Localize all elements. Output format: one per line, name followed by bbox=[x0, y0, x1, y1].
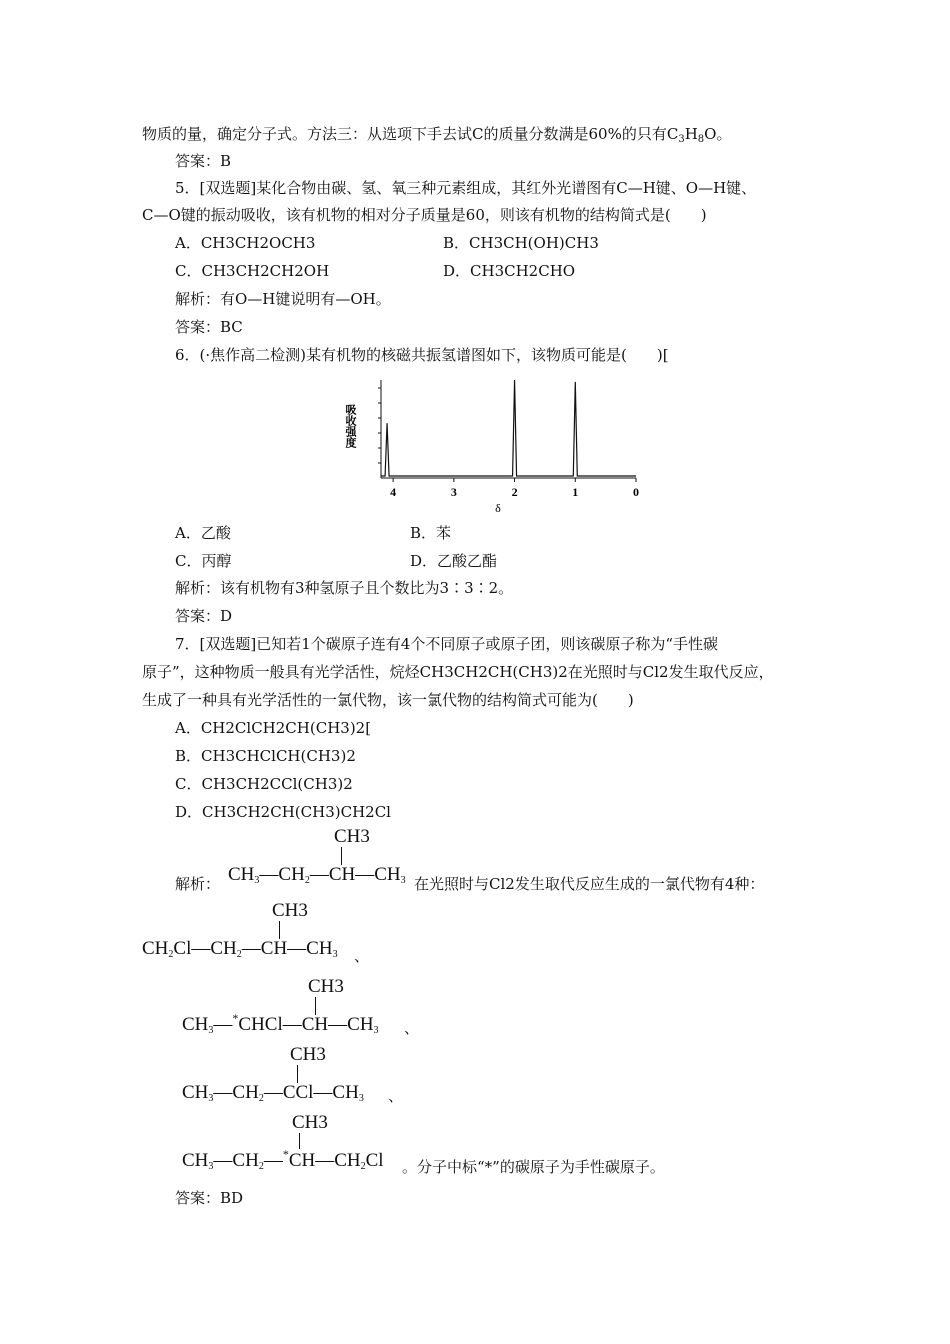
explanation-5: 解析：有O—H键说明有—OH。 bbox=[175, 290, 391, 308]
structure-2-bond bbox=[315, 997, 316, 1015]
question-6: 6．(·焦作高二检测)某有机物的核磁共振氢谱图如下，该物质可能是( )[ bbox=[175, 346, 669, 364]
structure-3-main: $CH_3—CH_2—CCl—CH_3$ bbox=[182, 1082, 364, 1104]
structure-4-branch: CH3 bbox=[292, 1112, 328, 1133]
question-5-line2: C—O键的振动吸收，该有机物的相对分子质量是60，则该有机物的结构简式是( ) bbox=[142, 206, 707, 224]
answer-4: 答案：B bbox=[175, 152, 232, 170]
explanation-7-prefix: 解析： bbox=[175, 875, 221, 893]
separator-3: 、 bbox=[388, 1087, 404, 1105]
x-tick-label: 0 bbox=[633, 485, 639, 499]
separator-1: 、 bbox=[354, 947, 370, 965]
structure-2-branch: CH3 bbox=[308, 976, 344, 997]
option-5d: D．CH3CH2CHO bbox=[443, 262, 576, 280]
explanation-7-end: 。分子中标“*”的碳原子为手性碳原子。 bbox=[402, 1158, 665, 1176]
chart-ylabel: 吸收强度 bbox=[344, 404, 356, 448]
option-7c: C．CH3CH2CCl(CH3)2 bbox=[175, 775, 353, 793]
question-7-line1: 7．[双选题]已知若1个碳原子连有4个不同原子或原子团，则该碳原子称为“手性碳 bbox=[175, 635, 719, 653]
option-6a: A．乙酸 bbox=[175, 524, 231, 542]
structure-1-main: $CH_2Cl—CH_2—CH—CH_3$ bbox=[142, 938, 338, 960]
option-5a: A．CH3CH2OCH3 bbox=[175, 234, 316, 252]
separator-2: 、 bbox=[404, 1019, 420, 1037]
option-6b: B．苯 bbox=[410, 524, 452, 542]
structure-0-main: $CH_3—CH_2—CH—CH_3$ bbox=[228, 864, 406, 886]
spectrum-trace bbox=[381, 380, 636, 476]
explanation-7-suffix: 在光照时与Cl2发生取代反应生成的一氯代物有4种： bbox=[414, 875, 765, 893]
answer-6: 答案：D bbox=[175, 607, 233, 625]
structure-2-main: $CH_3—^*CHCl—CH—CH_3$ bbox=[182, 1011, 379, 1036]
structure-4-bond bbox=[299, 1133, 300, 1149]
structure-3-branch: CH3 bbox=[290, 1044, 326, 1065]
structure-0-branch: CH3 bbox=[334, 826, 370, 847]
structure-1-bond bbox=[279, 921, 280, 939]
question-5-line1: 5．[双选题]某化合物由碳、氢、氧三种元素组成，其红外光谱图有C—H键、O—H键、 bbox=[175, 179, 757, 197]
x-tick-label: 1 bbox=[572, 485, 579, 499]
question-7-line3: 生成了一种具有光学活性的一氯代物，该一氯代物的结构简式可能为( ) bbox=[142, 691, 634, 709]
option-7a: A．CH2ClCH2CH(CH3)2[ bbox=[175, 719, 372, 737]
structure-4-main: $CH_3—CH_2—^*CH—CH_2Cl$ bbox=[182, 1147, 384, 1172]
text-line: 物质的量，确定分子式。方法三：从选项下手去试C的质量分数满是60%的只有$C_3H_8O$。 bbox=[142, 125, 732, 145]
x-tick-label: 4 bbox=[390, 485, 397, 499]
option-6d: D．乙酸乙酯 bbox=[410, 552, 498, 570]
answer-5: 答案：BC bbox=[175, 318, 243, 336]
question-7-line2: 原子”，这种物质一般具有光学活性，烷烃CH3CH2CH(CH3)2在光照时与Cl2发生取代反应， bbox=[142, 663, 774, 681]
chart-xlabel: δ bbox=[495, 501, 501, 515]
structure-3-bond bbox=[297, 1065, 298, 1083]
answer-7: 答案：BD bbox=[175, 1189, 244, 1207]
option-6c: C．丙醇 bbox=[175, 552, 232, 570]
nmr-spectrum-chart bbox=[338, 378, 650, 518]
x-tick-label: 2 bbox=[511, 485, 518, 499]
explanation-6: 解析：该有机物有3种氢原子且个数比为3∶3∶2。 bbox=[175, 579, 514, 597]
option-5b: B．CH3CH(OH)CH3 bbox=[443, 234, 599, 252]
option-7b: B．CH3CHClCH(CH3)2 bbox=[175, 747, 356, 765]
structure-0-bond bbox=[341, 847, 342, 865]
structure-1-branch: CH3 bbox=[272, 900, 308, 921]
option-5c: C．CH3CH2CH2OH bbox=[175, 262, 330, 280]
option-7d: D．CH3CH2CH(CH3)CH2Cl bbox=[175, 803, 391, 821]
x-tick-label: 3 bbox=[450, 485, 457, 499]
